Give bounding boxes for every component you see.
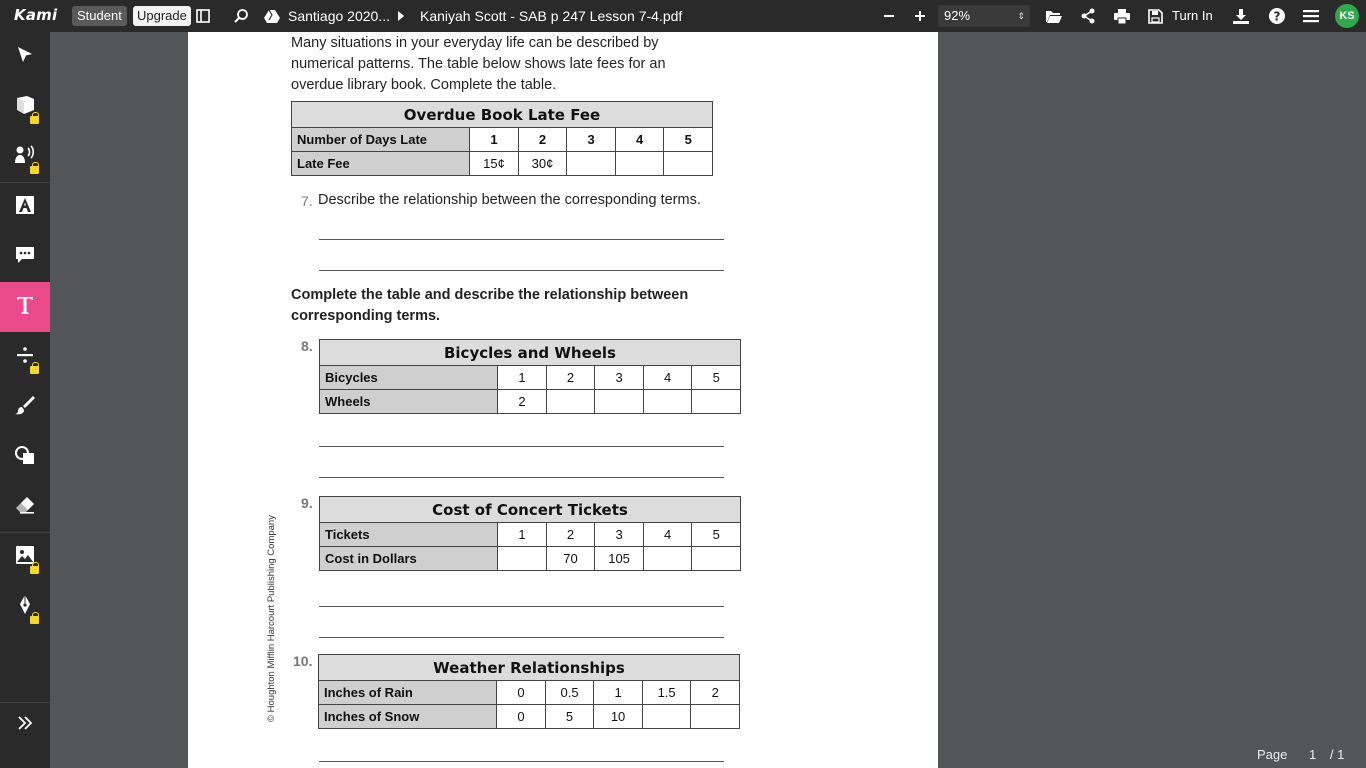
search-icon[interactable]	[232, 7, 250, 25]
markup-tool[interactable]	[0, 182, 50, 232]
table-cell[interactable]: 3	[595, 366, 644, 390]
question-7-text: Describe the relationship between the corresponding terms.	[318, 192, 701, 208]
save-icon[interactable]	[1146, 7, 1164, 25]
copyright-notice: © Houghton Mifflin Harcourt Publishing Company	[266, 515, 277, 722]
table-cell[interactable]: 5	[692, 366, 741, 390]
help-icon[interactable]	[1268, 7, 1286, 25]
current-page-input[interactable]: 1	[1309, 747, 1317, 762]
late-fee-table	[291, 101, 713, 176]
print-icon[interactable]	[1113, 7, 1131, 25]
lock-icon	[30, 116, 39, 124]
cursor-arrow-icon	[16, 46, 34, 69]
table-title: Weather Relationships	[319, 655, 740, 681]
text-tool[interactable]	[0, 282, 50, 332]
table-cell[interactable]	[498, 547, 547, 571]
answer-line[interactable]	[319, 477, 724, 478]
table-cell[interactable]: 2	[546, 366, 595, 390]
table-cell[interactable]: 5	[692, 523, 741, 547]
table-cell[interactable]: 2	[498, 390, 547, 414]
read-aloud-tool[interactable]	[0, 132, 50, 182]
table-cell[interactable]: 105	[595, 547, 644, 571]
comment-icon	[15, 246, 35, 269]
shapes-icon	[15, 445, 35, 470]
table-cell[interactable]: 1	[470, 128, 519, 152]
table-cell[interactable]: 4	[643, 366, 692, 390]
turn-in-button[interactable]: Turn In	[1172, 8, 1213, 23]
table-cell[interactable]	[664, 152, 713, 176]
row-header: Cost in Dollars	[320, 547, 498, 571]
chevron-right-icon	[392, 7, 410, 25]
answer-line[interactable]	[319, 239, 724, 240]
table-cell[interactable]	[595, 390, 644, 414]
sidebar-toggle-icon[interactable]	[194, 7, 212, 25]
table-cell[interactable]	[643, 547, 692, 571]
table-cell[interactable]	[615, 152, 664, 176]
table-cell[interactable]	[691, 705, 740, 729]
equation-tool[interactable]	[0, 332, 50, 382]
signature-tool[interactable]	[0, 582, 50, 632]
select-tool[interactable]	[0, 32, 50, 82]
table-cell[interactable]: 3	[567, 128, 616, 152]
table-cell[interactable]: 15¢	[470, 152, 519, 176]
answer-line[interactable]	[319, 761, 724, 762]
question-number: 9.	[301, 495, 313, 511]
weather-table	[318, 654, 740, 729]
upgrade-button[interactable]: Upgrade	[133, 6, 191, 26]
lock-icon	[30, 616, 39, 624]
comment-tool[interactable]	[0, 232, 50, 282]
page-label: Page	[1257, 747, 1288, 762]
menu-icon[interactable]	[1302, 7, 1320, 25]
table-cell[interactable]: 1	[594, 681, 643, 705]
table-cell[interactable]: 2	[518, 128, 567, 152]
table-cell[interactable]: 30¢	[518, 152, 567, 176]
table-cell[interactable]: 2	[691, 681, 740, 705]
instructions: Complete the table and describe the relationship between corresponding terms.	[291, 287, 689, 324]
answer-line[interactable]	[319, 606, 724, 607]
brush-icon	[15, 395, 35, 420]
table-cell[interactable]: 0	[497, 705, 546, 729]
table-cell[interactable]: 5	[664, 128, 713, 152]
page-indicator	[1257, 747, 1344, 762]
row-header: Inches of Rain	[319, 681, 497, 705]
drawing-tool[interactable]	[0, 382, 50, 432]
pdf-page[interactable]	[188, 32, 938, 768]
lock-icon	[30, 366, 39, 374]
table-cell[interactable]	[692, 547, 741, 571]
zoom-in-icon[interactable]	[911, 7, 929, 25]
question-number: 10.	[293, 653, 313, 669]
lock-icon	[30, 166, 39, 174]
row-header: Tickets	[320, 523, 498, 547]
table-title: Bicycles and Wheels	[320, 340, 741, 366]
eraser-icon	[15, 496, 35, 519]
google-drive-icon	[263, 7, 281, 25]
folder-breadcrumb[interactable]: Santiago 2020...	[288, 8, 390, 24]
download-icon[interactable]	[1232, 7, 1250, 25]
table-cell[interactable]	[692, 390, 741, 414]
row-header: Late Fee	[292, 152, 470, 176]
zoom-select[interactable]	[938, 5, 1030, 27]
answer-line[interactable]	[319, 446, 724, 447]
answer-line[interactable]	[319, 270, 724, 271]
table-cell[interactable]: 3	[595, 523, 644, 547]
total-pages: / 1	[1329, 747, 1345, 762]
table-cell[interactable]	[643, 390, 692, 414]
avatar[interactable]: KS	[1335, 4, 1359, 28]
table-title: Cost of Concert Tickets	[320, 497, 741, 523]
lock-icon	[30, 566, 39, 574]
table-cell[interactable]: 10	[594, 705, 643, 729]
table-cell[interactable]: 4	[615, 128, 664, 152]
table-cell[interactable]: 4	[643, 523, 692, 547]
student-button[interactable]: Student	[72, 6, 127, 26]
add-image-tool[interactable]	[0, 532, 50, 582]
table-cell[interactable]: 5	[545, 705, 594, 729]
tool-sidebar	[0, 32, 50, 768]
text-t-icon	[15, 295, 35, 320]
table-cell[interactable]	[567, 152, 616, 176]
highlighter-icon	[15, 195, 35, 220]
table-cell[interactable]: 2	[546, 523, 595, 547]
row-header: Inches of Snow	[319, 705, 497, 729]
table-cell[interactable]: 1	[498, 366, 547, 390]
row-header: Wheels	[320, 390, 498, 414]
zoom-out-icon[interactable]	[880, 7, 898, 25]
table-cell[interactable]: 70	[546, 547, 595, 571]
table-cell[interactable]	[642, 705, 691, 729]
top-toolbar	[0, 0, 1366, 32]
question-number: 8.	[301, 338, 313, 354]
dictionary-tool[interactable]	[0, 82, 50, 132]
eraser-tool[interactable]	[0, 482, 50, 532]
table-cell[interactable]: 1.5	[642, 681, 691, 705]
intro-paragraph: Many situations in your everyday life can be described by numerical patterns. The table below shows late fees for an overdue library book. Complete the table.	[291, 35, 666, 93]
share-icon[interactable]	[1079, 7, 1097, 25]
double-chevron-right-icon	[18, 716, 32, 735]
file-name: Kaniyah Scott - SAB p 247 Lesson 7-4.pdf	[420, 8, 683, 24]
kami-logo[interactable]: Kami	[14, 6, 58, 24]
bicycles-table	[319, 339, 741, 414]
open-folder-icon[interactable]	[1045, 7, 1063, 25]
shapes-tool[interactable]	[0, 432, 50, 482]
question-number: 7.	[301, 193, 313, 209]
table-title: Overdue Book Late Fee	[292, 102, 713, 128]
answer-line[interactable]	[319, 637, 724, 638]
concert-tickets-table	[319, 496, 741, 571]
zoom-value: 92%	[944, 8, 971, 23]
table-cell[interactable]: 0.5	[545, 681, 594, 705]
expand-sidebar-button[interactable]	[0, 700, 50, 750]
updown-caret-icon: ⇕	[1017, 11, 1025, 21]
table-cell[interactable]	[546, 390, 595, 414]
row-header: Bicycles	[320, 366, 498, 390]
table-cell[interactable]: 0	[497, 681, 546, 705]
table-cell[interactable]: 1	[498, 523, 547, 547]
row-header: Number of Days Late	[292, 128, 470, 152]
svg-text:?: ?	[1273, 9, 1281, 24]
